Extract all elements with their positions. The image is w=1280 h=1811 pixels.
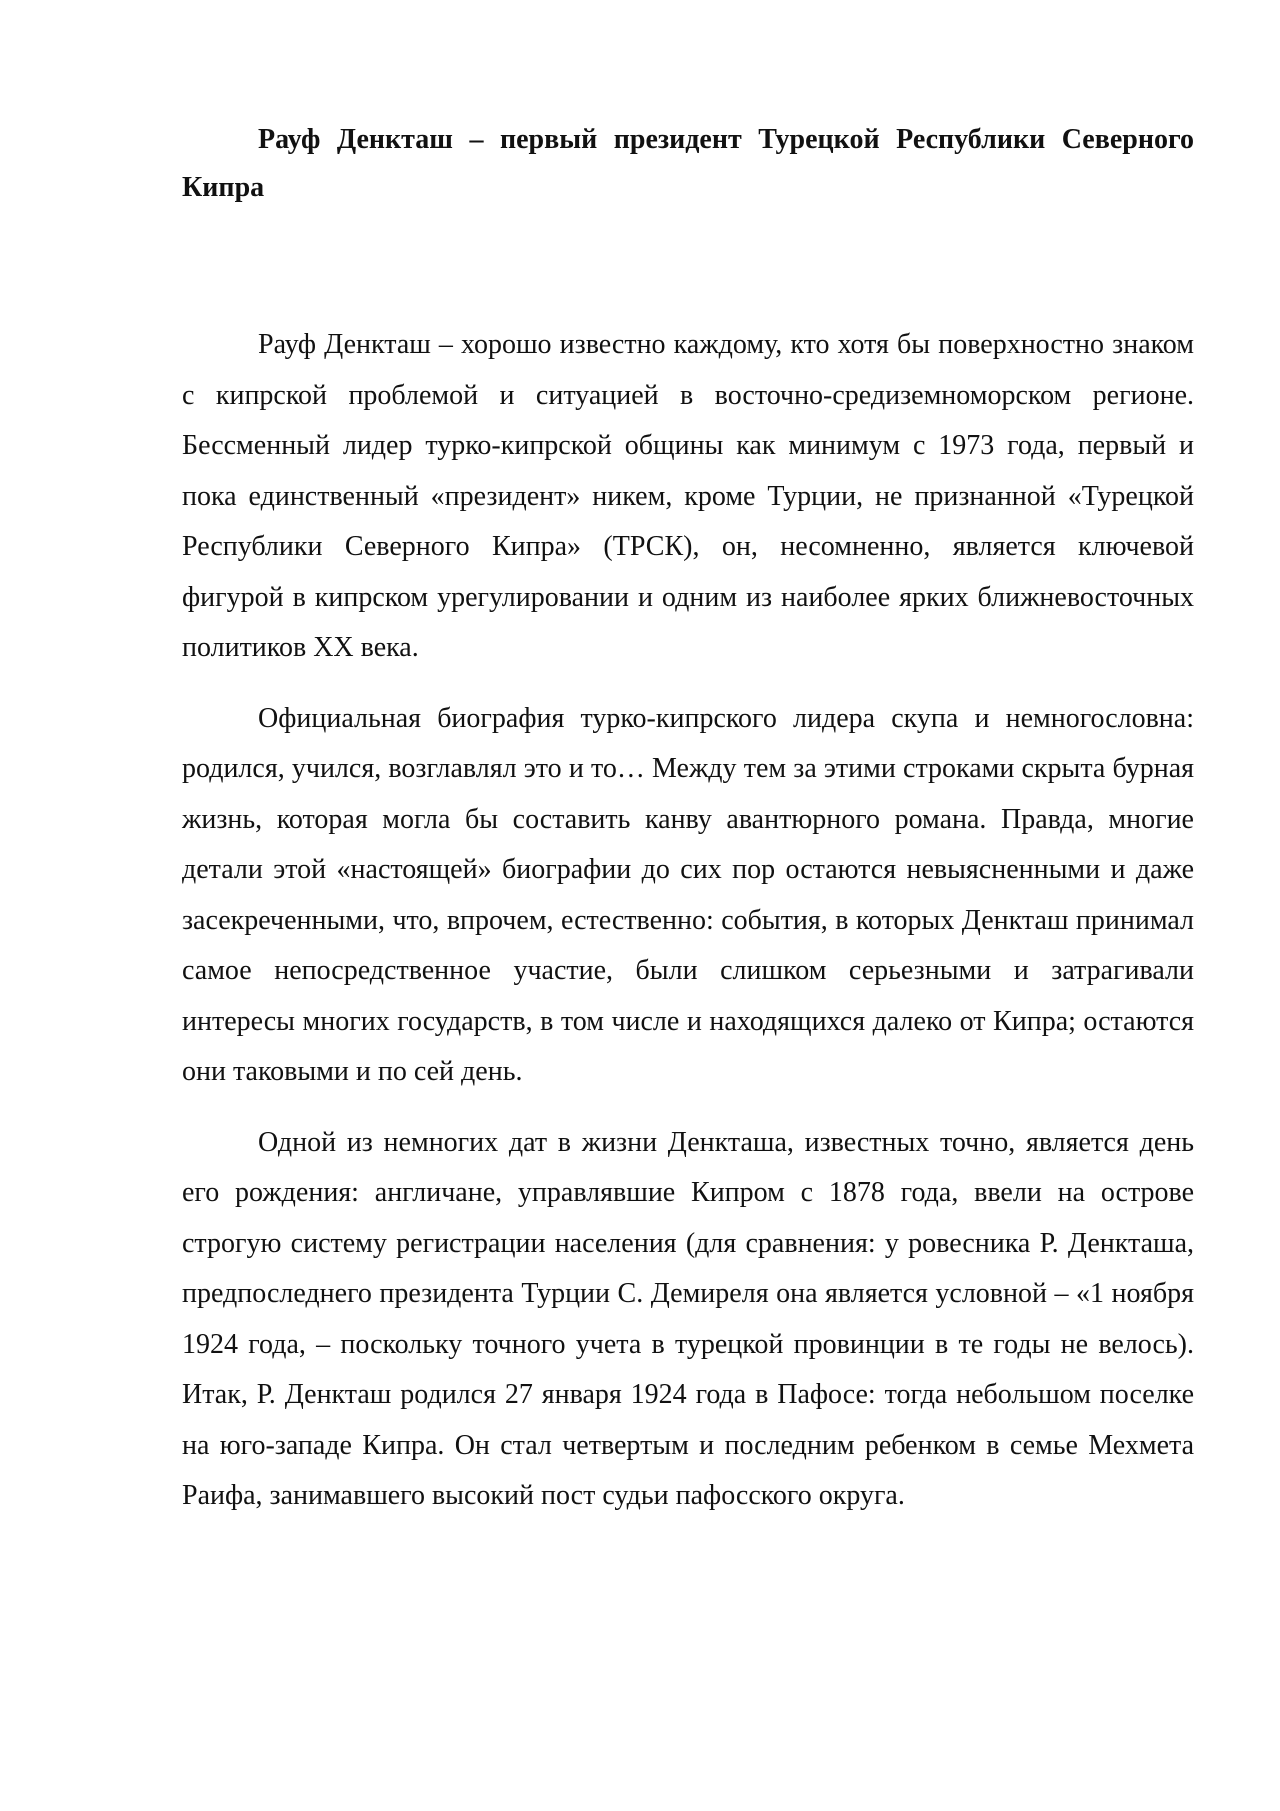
document-title: Рауф Денкташ – первый президент Турецкой Республики Северного Кипра <box>182 124 1194 203</box>
paragraph-2: Официальная биография турко-кипрского лидера скупа и немногословна: родился, учился, возглавлял это и то… Между тем за этими строками скрыта бурная жизнь, которая могла бы составить канву авантюрного романа. Правда, многие детали этой «настоящей» биографии до сих пор остаются невыясненными и даже засекреченными, что, впрочем, естественно: события, в которых Денкташ принимал самое непосредственное участие, были слишком серьезными и затрагивали интересы многих государств, в том числе и находящихся далеко от Кипра; остаются они таковыми и по сей день. <box>182 702 1194 1087</box>
paragraph-3: Одной из немногих дат в жизни Денкташа, известных точно, является день его рождения: англичане, управлявшие Кипром с 1878 года, ввели на острове строгую систему регистрации населения (для сравнения: у ровесника Р. Денкташа, предпоследнего президента Турции С. Демиреля она является условной – «1 ноября 1924 года, – поскольку точного учета в турецкой провинции в те годы не велось). Итак, Р. Денкташ родился 27 января 1924 года в Пафосе: тогда небольшом поселке на юго-западе Кипра. Он стал четвертым и последним ребенком в семье Мехмета Раифа, занимавшего высокий пост судьи пафосского округа. <box>182 1126 1194 1511</box>
document-body <box>182 116 1194 1542</box>
paragraph-1: Рауф Денкташ – хорошо известно каждому, кто хотя бы поверхностно знаком с кипрской проблемой и ситуацией в восточно-средиземноморском регионе. Бессменный лидер турко-кипрской общины как минимум с 1973 года, первый и пока единственный «президент» никем, кроме Турции, не признанной «Турецкой Республики Северного Кипра» (ТРСК), он, несомненно, является ключевой фигурой в кипрском урегулировании и одним из наиболее ярких ближневосточных политиков XX века. <box>182 329 1194 663</box>
